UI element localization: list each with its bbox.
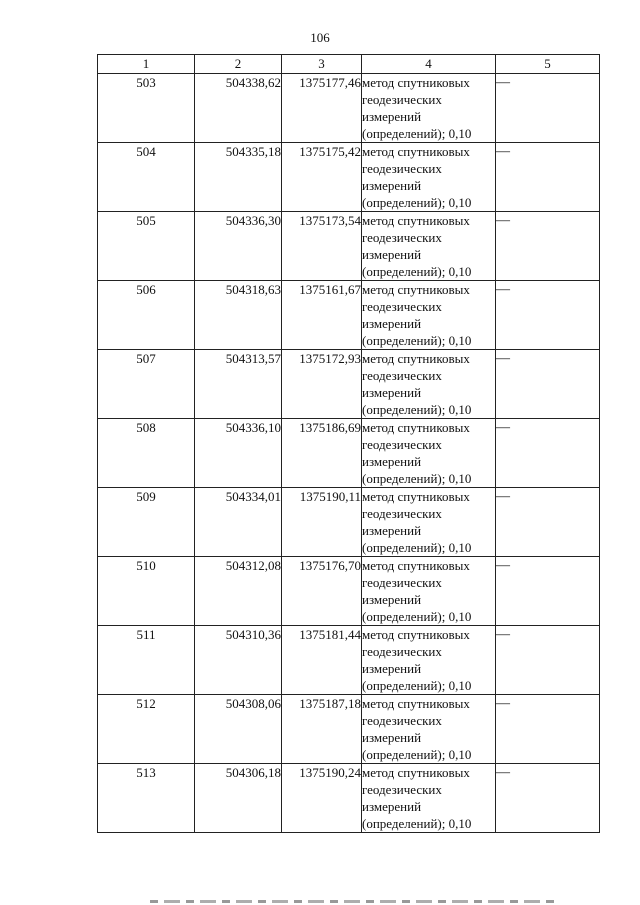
x-coordinate-cell: 504318,63 [195,281,282,350]
point-number-cell: 510 [98,557,195,626]
note-cell: — [496,626,600,695]
point-number-cell: 512 [98,695,195,764]
page-number: 106 [310,30,330,45]
method-text-line: геодезических [362,299,442,314]
header-col-5: 5 [496,55,600,74]
method-text-line: (определений); 0,10 [362,126,472,141]
x-coordinate-cell: 504306,18 [195,764,282,833]
y-coordinate-cell: 1375161,67 [282,281,362,350]
point-number-cell: 506 [98,281,195,350]
method-cell [362,350,496,419]
header-col-4: 4 [362,55,496,74]
point-number-cell: 513 [98,764,195,833]
table-row [98,419,600,488]
table-body [98,74,600,833]
method-text-line: измерений [362,385,422,400]
method-text-line: измерений [362,454,422,469]
method-text-line: измерений [362,799,422,814]
note-cell: — [496,74,600,143]
method-text-line: (определений); 0,10 [362,471,472,486]
table-row [98,488,600,557]
table-row [98,74,600,143]
method-text-line: (определений); 0,10 [362,816,472,831]
point-number-cell: 504 [98,143,195,212]
header-col-3: 3 [282,55,362,74]
table-row [98,281,600,350]
y-coordinate-cell: 1375181,44 [282,626,362,695]
note-cell: — [496,419,600,488]
note-cell: — [496,143,600,212]
coordinates-table [97,54,600,833]
method-text-line: измерений [362,316,422,331]
method-text-line: измерений [362,592,422,607]
y-coordinate-cell: 1375187,18 [282,695,362,764]
table-row [98,626,600,695]
table-row [98,764,600,833]
method-text-line: геодезических [362,713,442,728]
method-cell [362,74,496,143]
method-cell [362,626,496,695]
note-cell: — [496,488,600,557]
table-row [98,143,600,212]
method-text-line: метод спутниковых [362,282,470,297]
method-cell [362,557,496,626]
point-number-cell: 505 [98,212,195,281]
method-text-line: (определений); 0,10 [362,540,472,555]
y-coordinate-cell: 1375176,70 [282,557,362,626]
y-coordinate-cell: 1375190,11 [282,488,362,557]
method-text-line: метод спутниковых [362,75,470,90]
table-header-row [98,55,600,74]
method-text-line: геодезических [362,644,442,659]
point-number-cell: 511 [98,626,195,695]
method-text-line: метод спутниковых [362,489,470,504]
method-text-line: метод спутниковых [362,420,470,435]
method-cell [362,212,496,281]
x-coordinate-cell: 504334,01 [195,488,282,557]
point-number-cell: 508 [98,419,195,488]
method-text-line: геодезических [362,230,442,245]
method-text-line: метод спутниковых [362,213,470,228]
method-text-line: (определений); 0,10 [362,402,472,417]
method-text-line: (определений); 0,10 [362,678,472,693]
table-row [98,557,600,626]
method-text-line: (определений); 0,10 [362,264,472,279]
method-cell [362,419,496,488]
y-coordinate-cell: 1375177,46 [282,74,362,143]
method-text-line: метод спутниковых [362,351,470,366]
point-number-cell: 503 [98,74,195,143]
y-coordinate-cell: 1375186,69 [282,419,362,488]
method-text-line: геодезических [362,368,442,383]
note-cell: — [496,764,600,833]
x-coordinate-cell: 504308,06 [195,695,282,764]
method-cell [362,764,496,833]
method-cell [362,695,496,764]
method-text-line: измерений [362,661,422,676]
method-text-line: измерений [362,109,422,124]
note-cell: — [496,350,600,419]
method-text-line: (определений); 0,10 [362,333,472,348]
header-col-2: 2 [195,55,282,74]
y-coordinate-cell: 1375172,93 [282,350,362,419]
table-row [98,212,600,281]
method-text-line: метод спутниковых [362,144,470,159]
method-text-line: метод спутниковых [362,696,470,711]
method-cell [362,281,496,350]
x-coordinate-cell: 504338,62 [195,74,282,143]
y-coordinate-cell: 1375173,54 [282,212,362,281]
x-coordinate-cell: 504335,18 [195,143,282,212]
method-text-line: (определений); 0,10 [362,747,472,762]
method-text-line: метод спутниковых [362,765,470,780]
cropped-footer-text [150,898,560,905]
x-coordinate-cell: 504336,10 [195,419,282,488]
method-text-line: метод спутниковых [362,558,470,573]
note-cell: — [496,281,600,350]
header-col-1: 1 [98,55,195,74]
note-cell: — [496,557,600,626]
point-number-cell: 509 [98,488,195,557]
method-text-line: (определений); 0,10 [362,609,472,624]
x-coordinate-cell: 504336,30 [195,212,282,281]
method-text-line: измерений [362,178,422,193]
note-cell: — [496,695,600,764]
table-row [98,350,600,419]
y-coordinate-cell: 1375175,42 [282,143,362,212]
method-cell [362,488,496,557]
method-text-line: геодезических [362,575,442,590]
point-number-cell: 507 [98,350,195,419]
method-cell [362,143,496,212]
method-text-line: метод спутниковых [362,627,470,642]
x-coordinate-cell: 504313,57 [195,350,282,419]
method-text-line: измерений [362,247,422,262]
x-coordinate-cell: 504312,08 [195,557,282,626]
table-row [98,695,600,764]
method-text-line: измерений [362,730,422,745]
method-text-line: геодезических [362,92,442,107]
y-coordinate-cell: 1375190,24 [282,764,362,833]
method-text-line: геодезических [362,161,442,176]
method-text-line: геодезических [362,782,442,797]
method-text-line: измерений [362,523,422,538]
method-text-line: (определений); 0,10 [362,195,472,210]
x-coordinate-cell: 504310,36 [195,626,282,695]
method-text-line: геодезических [362,437,442,452]
note-cell: — [496,212,600,281]
method-text-line: геодезических [362,506,442,521]
